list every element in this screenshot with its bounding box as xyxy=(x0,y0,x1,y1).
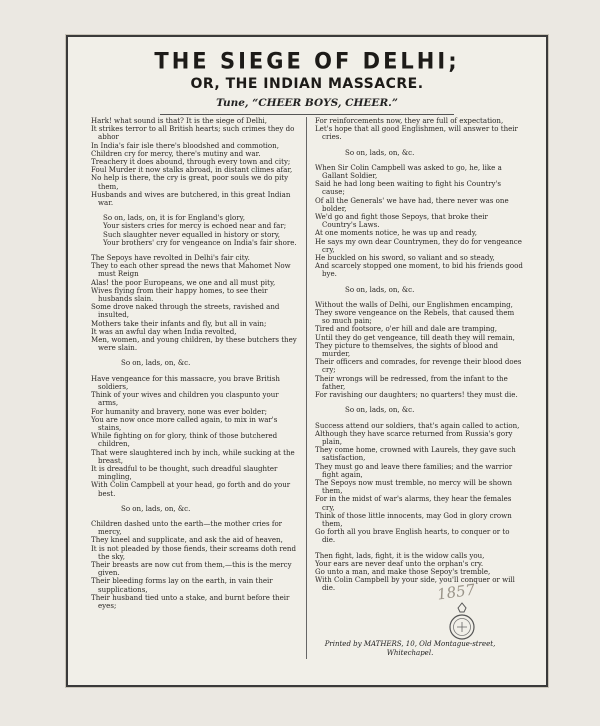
verse-line: Your sisters cries for mercy is echoed near and far; xyxy=(103,221,287,231)
verse-line: Until they do get vengeance, till death they will remain, xyxy=(315,332,515,342)
stanza xyxy=(91,117,299,207)
verse-line: Without the walls of Delhi, our Englishmen encamping, xyxy=(315,299,513,309)
verse-line: When Sir Colin Campbell was asked to go, he, like a Gallant Soldier, xyxy=(315,162,502,181)
verse-line: Men, women, and young children, by these butchers they were slain. xyxy=(91,335,297,353)
verse-line: And scarcely stopped one moment, to bid his friends good bye. xyxy=(315,261,523,279)
verse-line: Of all the Generals' we have had, there never was one bolder, xyxy=(315,195,509,213)
verse-line: With Colin Campbell by your side, you'll conquer or will die. xyxy=(315,575,515,593)
verse-line: Although they have scarce returned from Russia's gory plain, xyxy=(315,428,513,446)
verse-line: Think of those little innocents, may God in glory crown them, xyxy=(315,510,512,528)
verse-line: He says my own dear Countrymen, they do for vengeance cry, xyxy=(315,236,522,254)
refrain xyxy=(315,286,523,294)
stanza xyxy=(315,552,523,593)
broadside-subtitle: OR, THE INDIAN MASSACRE. xyxy=(190,76,424,92)
verse-line: Treachery it does abound, through every town and city; xyxy=(91,157,291,167)
broadside-sheet xyxy=(66,35,548,687)
stanza xyxy=(91,214,299,247)
verse-line: Go unto a man, and make those Sepoy's tremble, xyxy=(315,566,491,576)
verse-line: At one moments notice, he was up and ready, xyxy=(315,228,478,238)
verse-line: In India's fair isle there's bloodshed and commotion, xyxy=(91,140,279,150)
verse-line: It is dreadful to be thought, such dreadful slaughter mingling, xyxy=(91,463,278,482)
verse-line: So on, lads, on, &c. xyxy=(345,147,415,157)
stanza xyxy=(91,375,299,498)
verse-line: Mothers take their infants and fly, but all in vain; xyxy=(91,318,267,328)
verse-line: No help is there, the cry is great, poor souls we do pity them, xyxy=(91,173,289,191)
verse-line: Alas! the poor Europeans, we one and all must pity, xyxy=(91,277,276,287)
verse-line: Your brothers' cry for vengeance on India's fair shore. xyxy=(103,237,297,247)
right-column xyxy=(315,117,523,600)
verse-line: Their officers and comrades, for revenge their blood does cry; xyxy=(315,357,522,375)
verse-line: We'd go and fight those Sepoys, that broke their Country's Laws. xyxy=(315,212,488,230)
verse-line: That were slaughtered inch by inch, while sucking at the breast, xyxy=(91,447,295,465)
stanza xyxy=(315,422,523,545)
refrain xyxy=(91,359,299,367)
verse-line: Hark! what sound is that? It is the siege of Delhi, xyxy=(91,116,268,125)
verse-line: Some drove naked through the streets, ravished and insulted, xyxy=(91,302,280,320)
verse-line: Success attend our soldiers, that's again called to action, xyxy=(315,420,520,430)
verse-line: Go forth all you brave English hearts, to conquer or to die. xyxy=(315,527,510,545)
verse-line: It was an awful day when India revolted, xyxy=(91,326,237,336)
verse-line: Then fight, lads, fight, it is the widow calls you, xyxy=(315,550,485,560)
verse-line: So on, lads, on, &c. xyxy=(121,358,191,368)
verse-line: Such slaughter never equalled in history or story, xyxy=(103,229,280,239)
verse-line: Foul Murder it now stalks abroad, in distant climes afar, xyxy=(91,165,293,175)
verse-line: For reinforcements now, they are full of expectation, xyxy=(315,116,504,125)
verse-line: They must go and leave there families; and the warrior fight again, xyxy=(315,461,513,479)
verse-line: You are now once more called again, to mix in war's stains, xyxy=(91,414,278,432)
stanza xyxy=(315,301,523,399)
verse-line: For humanity and bravery, none was ever bolder; xyxy=(91,406,267,416)
verse-line: For ravishing our daughters; no quarters! they must die. xyxy=(315,390,518,400)
column-divider xyxy=(306,117,307,659)
printer-imprint: Printed by MATHERS, 10, Old Montague-street, Whitechapel. xyxy=(324,640,496,657)
verse-line: So on, lads, on, &c. xyxy=(345,284,415,294)
left-column xyxy=(91,117,299,617)
verse-line: So on, lads, on, &c. xyxy=(121,503,191,513)
verse-line: It is not pleaded by those fiends, their screams doth rend the sky, xyxy=(91,543,296,561)
verse-line: Have vengeance for this massacre, you brave British soldiers, xyxy=(91,373,280,391)
verse-line: Think of your wives and children you claspunto your arms, xyxy=(91,390,279,408)
verse-line: They swore vengeance on the Rebels, that caused them so much pain; xyxy=(315,308,515,326)
refrain xyxy=(315,406,523,414)
verse-line: Said he had long been waiting to fight his Country's cause; xyxy=(315,179,501,197)
verse-line: Tired and footsore, o'er hill and dale are tramping, xyxy=(315,324,498,334)
verse-line: Their husband tied unto a stake, and burnt before their eyes; xyxy=(91,592,290,610)
verse-line: Children cry for mercy, there's mutiny and war. xyxy=(91,148,261,158)
stanza xyxy=(91,520,299,610)
verse-line: They come home, crowned with Laurels, they gave such satisfaction, xyxy=(315,445,516,463)
verse-line: The Sepoys now must tremble, no mercy will be shown them, xyxy=(315,477,512,496)
verse-line: They picture to themselves, the sights of blood and murder, xyxy=(315,340,499,359)
verse-line: Children dashed unto the earth—the mother cries for mercy, xyxy=(91,518,283,537)
verse-line: The Sepoys have revolted in Delhi's fair city. xyxy=(91,253,250,263)
stanza xyxy=(315,117,523,142)
verse-line: Their bleeding forms lay on the earth, in vain their supplications, xyxy=(91,576,273,594)
broadside-title: THE SIEGE OF DELHI; xyxy=(154,48,460,74)
verse-line: Let's hope that all good Englishmen, will answer to their cries. xyxy=(315,124,518,142)
verse-line: It strikes terror to all British hearts; such crimes they do abhor xyxy=(91,124,295,142)
verse-line: For in the midst of war's alarms, they hear the females cry, xyxy=(315,494,512,512)
verse-line: Husbands and wives are butchered, in this great Indian war. xyxy=(91,189,291,208)
verse-line: They to each other spread the news that Mahomet Now must Reign xyxy=(91,261,291,279)
header-divider xyxy=(160,114,454,115)
verse-line: Your ears are never deaf unto the orphan's cry. xyxy=(315,558,484,568)
verse-line: He buckled on his sword, so valiant and so steady, xyxy=(315,253,495,263)
verse-line: Wives flying from their happy homes, to see their husbands slain. xyxy=(91,285,268,304)
refrain xyxy=(91,505,299,513)
refrain xyxy=(315,149,523,157)
library-seal-icon xyxy=(447,602,477,642)
verse-line: So on, lads, on, it is for England's glory, xyxy=(103,213,245,223)
stanza xyxy=(315,164,523,279)
verse-line: So on, lads, on, &c. xyxy=(345,405,415,415)
verse-line: While fighting on for glory, think of those butchered children, xyxy=(91,431,278,449)
verse-line: Their breasts are now cut from them,—this is the mercy given. xyxy=(91,559,292,578)
verse-line: With Colin Campbell at your head, go forth and do your best. xyxy=(91,480,291,498)
verse-line: They kneel and supplicate, and ask the aid of heaven, xyxy=(91,535,283,545)
stanza xyxy=(91,254,299,352)
tune-line: Tune, “CHEER BOYS, CHEER.” xyxy=(216,97,398,109)
pencil-date-note: 1857 xyxy=(435,580,477,604)
verse-line: Their wrongs will be redressed, from the infant to the father, xyxy=(315,373,508,391)
